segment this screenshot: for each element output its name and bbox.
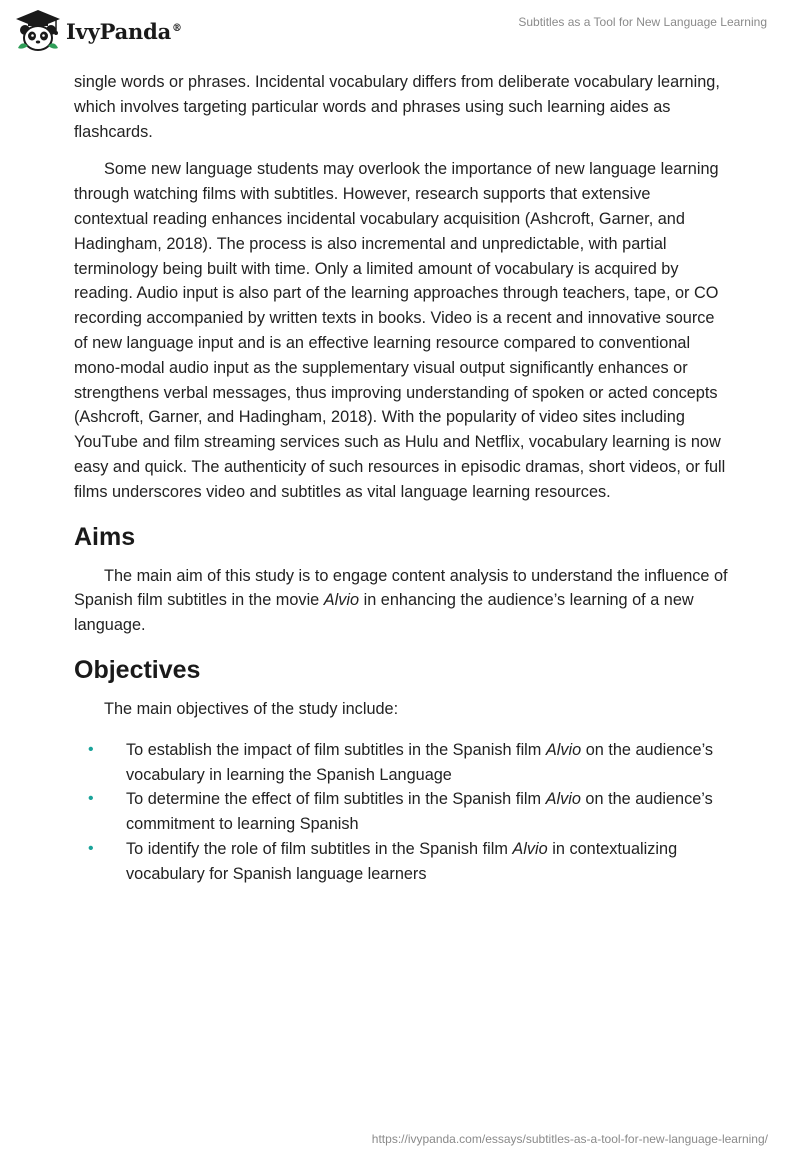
film-title: Alvio	[323, 591, 360, 610]
page-header	[0, 0, 800, 60]
paragraph-aims: The main aim of this study is to engage content analysis to understand the influence of Spanish film subtitles in the movie Alvio in enhancing the audience’s learning of a new language.	[74, 566, 728, 635]
list-item: • To establish the impact of film subtitles in the Spanish film Alvio on the audience’s vocabulary in learning the Spanish Language	[74, 738, 729, 788]
source-url-link[interactable]: https://ivypanda.com/essays/subtitles-as-a-tool-for-new-language-learning/	[371, 1132, 768, 1146]
paragraph-objectives-intro: The main objectives of the study include:	[104, 699, 399, 718]
document-title: Subtitles as a Tool for New Language Learning	[518, 15, 767, 29]
list-item: • To determine the effect of film subtitles in the Spanish film Alvio on the audience’s commitment to learning Spanish	[74, 787, 729, 837]
bullet-icon: •	[88, 790, 94, 808]
bullet-icon: •	[88, 839, 94, 857]
essay-content	[74, 70, 729, 887]
logo-wordmark: IvyPanda®	[66, 18, 182, 44]
heading-aims: Aims	[74, 522, 136, 551]
film-title: Alvio	[512, 839, 548, 858]
film-title: Alvio	[545, 790, 581, 809]
paragraph-subtitles-research: Some new language students may overlook the importance of new language learning through watching films with subtitles. However, research supports that extensive contextual reading enhances incidental vocabulary acquisition (Ashcroft, Garner, and Hadingham, 2018). The process is also incremental and unpredictable, with partial terminology being built with time. Only a limited amount of vocabulary is acquired by reading. Audio input is also part of the learning approaches through teachers, tape, or CO recording accompanied by written texts in books. Video is a recent and innovative source of new language input and is an effective learning resource compared to conventional mono-modal audio input as the supplementary visual output significantly enhances or strengthens verbal messages, thus improving understanding of spoken or acted concepts (Ashcroft, Garner, and Hadingham, 2018). With the popularity of video sites including YouTube and film streaming services such as Hulu and Netflix, vocabulary learning is now easy and quick. The authenticity of such resources in episodic dramas, short videos, or full films underscores video and subtitles as vital language learning resources.	[74, 160, 726, 501]
heading-objectives: Objectives	[74, 655, 201, 684]
film-title: Alvio	[545, 740, 582, 759]
list-item: • To identify the role of film subtitles in the Spanish film Alvio in contextualizing vocabulary for Spanish language learners	[74, 837, 729, 887]
objectives-list	[74, 738, 729, 887]
panda-graduate-icon	[14, 8, 62, 54]
paragraph-continued: single words or phrases. Incidental vocabulary differs from deliberate vocabulary learning, which involves targeting particular words and phrases using such learning aides as flashcards.	[74, 73, 720, 141]
ivypanda-logo[interactable]	[14, 8, 182, 54]
bullet-icon: •	[88, 740, 94, 758]
